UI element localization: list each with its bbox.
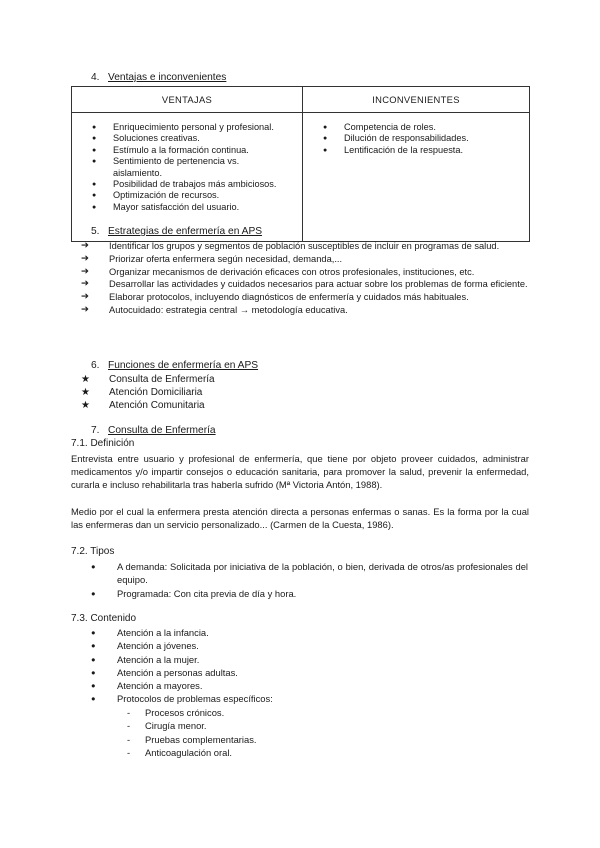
ventajas-inconvenientes-table bbox=[71, 86, 530, 242]
ventajas-list bbox=[92, 122, 296, 213]
list-item: ● Protocolos de problemas específicos: bbox=[91, 692, 491, 705]
section-7-heading bbox=[91, 425, 216, 436]
list-item: ● A demanda: Solicitada por iniciativa de la población, o bien, derivada de otros/as profesionales del equipo. bbox=[91, 560, 528, 587]
list-item: ● Atención a jóvenes. bbox=[91, 639, 491, 652]
section-5-heading bbox=[91, 226, 262, 237]
list-item: ● Competencia de roles. bbox=[323, 122, 523, 133]
list-item: ● Atención a la mujer. bbox=[91, 653, 491, 666]
definition-paragraph-1: Entrevista entre usuario y profesional de enfermería, que tiene por objeto proveer cuidados, administrar medicamentos y/o impartir consejos o educación sanitaria, para promover la salud, prevenir la enfermedad, curarla e incluso rehabilitarla tras haberla sufrido (Mª Victoria Antón, 1988). bbox=[71, 453, 529, 491]
list-item: ● Enriquecimiento personal y profesional. bbox=[92, 122, 296, 133]
list-item: - Pruebas complementarias. bbox=[127, 733, 427, 746]
list-item: ● Programada: Con cita previa de día y hora. bbox=[91, 587, 528, 600]
list-item: ● Dilución de responsabilidades. bbox=[323, 133, 523, 144]
section-5-title: Estrategias de enfermería en APS bbox=[108, 226, 263, 237]
list-item: ● Optimización de recursos. bbox=[92, 190, 296, 201]
list-item: ➔ Identificar los grupos y segmentos de población susceptibles de incluir en programas de salud. bbox=[81, 240, 528, 253]
list-item: - Cirugía menor. bbox=[127, 719, 427, 732]
protocolos-list bbox=[127, 706, 427, 759]
section-6-title: Funciones de enfermería en APS bbox=[108, 360, 259, 371]
definition-paragraph-2: Medio por el cual la enfermera presta atención directa a personas enfermas o sanas. Es la forma por la cual las enfermeras dan un servicio personalizado... (Carmen de la Cuesta, 1986). bbox=[71, 506, 529, 531]
section-7-title: Consulta de Enfermería bbox=[108, 425, 216, 436]
contenido-list bbox=[91, 626, 491, 706]
list-item: ★ Atención Comunitaria bbox=[81, 399, 381, 412]
list-item: ● Lentificación de la respuesta. bbox=[323, 145, 523, 156]
inconvenientes-list bbox=[323, 122, 523, 156]
section-4-number: 4. bbox=[91, 72, 100, 83]
strategies-list bbox=[81, 240, 528, 317]
section-7-number: 7. bbox=[91, 425, 100, 436]
list-item: ● Soluciones creativas. bbox=[92, 133, 296, 144]
list-item: ● Atención a la infancia. bbox=[91, 626, 491, 639]
list-item: ➔ Elaborar protocolos, incluyendo diagnósticos de enfermería y cuidados más habituales. bbox=[81, 291, 528, 304]
list-item: ● Mayor satisfacción del usuario. bbox=[92, 202, 296, 213]
list-item: - Anticoagulación oral. bbox=[127, 746, 427, 759]
list-item: - Procesos crónicos. bbox=[127, 706, 427, 719]
definition-title: 7.1. Definición bbox=[71, 438, 135, 449]
section-5-number: 5. bbox=[91, 226, 100, 237]
inconvenientes-cell bbox=[303, 113, 530, 242]
ventajas-cell bbox=[72, 113, 303, 242]
list-item: ➔ Autocuidado: estrategia central → metodología educativa. bbox=[81, 304, 528, 317]
table-header-ventajas: VENTAJAS bbox=[72, 87, 303, 113]
list-item: ➔ Desarrollar las actividades y cuidados necesarios para actuar sobre los problemas de forma eficiente. bbox=[81, 278, 528, 291]
list-item: ➔ Organizar mecanismos de derivación eficaces con otros profesionales, instituciones, etc. bbox=[81, 266, 528, 279]
section-6-heading bbox=[91, 360, 258, 371]
list-item: ★ Atención Domiciliaria bbox=[81, 386, 381, 399]
contenido-title: 7.3. Contenido bbox=[71, 613, 137, 624]
section-4-heading bbox=[91, 72, 226, 83]
list-item: ● Posibilidad de trabajos más ambiciosos. bbox=[92, 179, 296, 190]
list-item: ★ Consulta de Enfermería bbox=[81, 373, 381, 386]
tipos-title: 7.2. Tipos bbox=[71, 546, 115, 557]
list-item: ● Sentimiento de pertenencia vs. aislamiento. bbox=[92, 156, 296, 179]
functions-list bbox=[81, 373, 381, 412]
table-header-inconvenientes: INCONVENIENTES bbox=[303, 87, 530, 113]
section-6-number: 6. bbox=[91, 360, 100, 371]
list-item: ➔ Priorizar oferta enfermera según necesidad, demanda,... bbox=[81, 253, 528, 266]
list-item: ● Estímulo a la formación continua. bbox=[92, 145, 296, 156]
list-item: ● Atención a personas adultas. bbox=[91, 666, 491, 679]
tipos-list bbox=[91, 560, 528, 600]
section-4-title: Ventajas e inconvenientes bbox=[108, 72, 227, 83]
list-item: ● Atención a mayores. bbox=[91, 679, 491, 692]
